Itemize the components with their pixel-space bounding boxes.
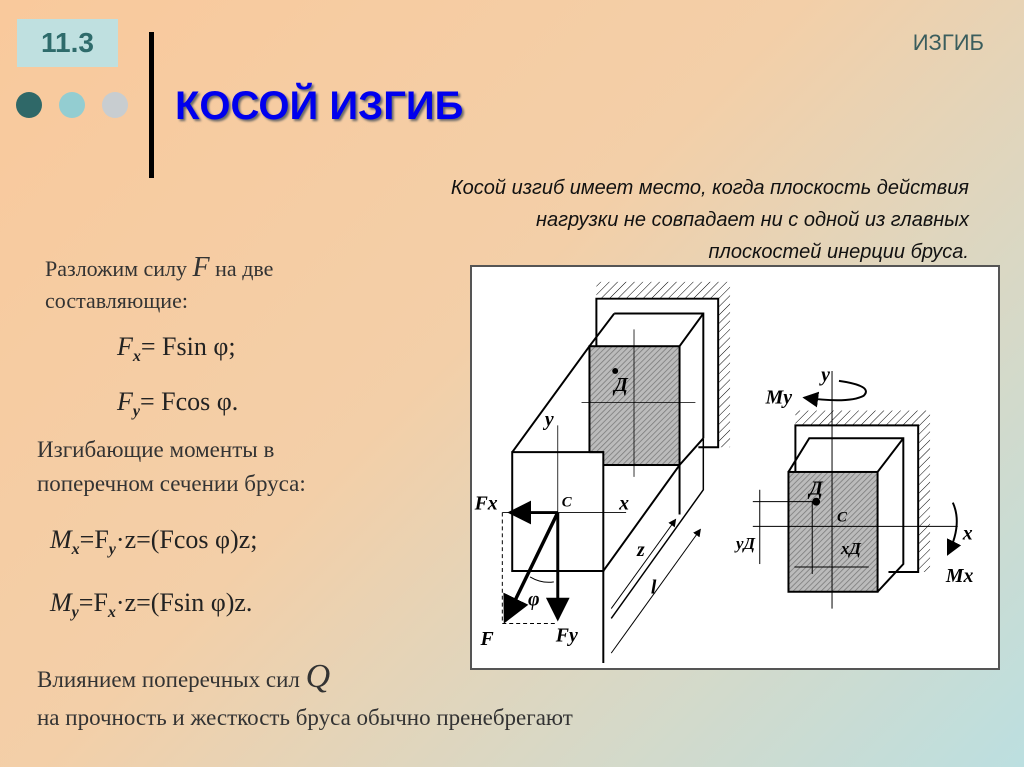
label-fx: Fx xyxy=(474,492,498,515)
oblique-bending-diagram xyxy=(470,265,1000,670)
label-f: F xyxy=(480,628,494,651)
shear-force-symbol: Q xyxy=(305,658,331,695)
text: на прочность и жесткость бруса обычно пренебрегают xyxy=(37,705,573,730)
label-x: x xyxy=(962,522,973,545)
label-z: z xyxy=(636,539,645,562)
text: составляющие: xyxy=(45,288,188,313)
symbol: F xyxy=(117,332,133,361)
moments-text xyxy=(37,433,306,501)
label-c: C xyxy=(836,509,847,526)
symbol: F xyxy=(117,387,133,416)
decorative-dot-teal xyxy=(59,92,85,118)
text: Изгибающие моменты в xyxy=(37,437,275,462)
force-symbol: F xyxy=(192,252,210,283)
label-y: y xyxy=(821,363,830,386)
expr: = Fsin φ; xyxy=(140,332,236,361)
symbol: M xyxy=(50,588,72,617)
label-my: My xyxy=(765,386,793,409)
section-number-badge: 11.3 xyxy=(17,19,118,67)
text: поперечном сечении бруса: xyxy=(37,471,306,496)
label-mx: Mx xyxy=(945,564,974,587)
text: Разложим силу xyxy=(45,256,188,281)
diagram-svg xyxy=(472,267,998,668)
divider-line xyxy=(149,32,154,178)
subscript: y xyxy=(132,403,140,421)
decompose-text xyxy=(45,252,273,317)
label-xd: xД xyxy=(840,539,861,559)
expr: ·z=(Fsin φ)z. xyxy=(115,588,253,617)
label-l: l xyxy=(650,576,657,599)
decorative-dot-grey xyxy=(102,92,128,118)
formula-mx xyxy=(50,525,257,559)
text: на две xyxy=(215,256,274,281)
symbol: M xyxy=(50,525,72,554)
definition-line: нагрузки не совпадает ни с одной из главных xyxy=(536,209,969,231)
definition-line: плоскостей инерции бруса. xyxy=(708,241,969,263)
subscript: y xyxy=(108,541,116,559)
formula-my xyxy=(50,588,252,622)
label-yd: yД xyxy=(735,534,755,554)
expr: = Fcos φ. xyxy=(140,387,239,416)
label-phi: φ xyxy=(528,588,540,611)
section-title: ИЗГИБ xyxy=(912,30,984,55)
definition-text xyxy=(269,172,969,268)
subscript: y xyxy=(71,604,79,622)
expr: =F xyxy=(79,525,109,554)
label-x: x xyxy=(619,492,630,515)
slide-title: КОСОЙ ИЗГИБ xyxy=(175,84,464,128)
label-fy: Fy xyxy=(555,624,578,647)
subscript: x xyxy=(71,541,80,559)
formula-fy xyxy=(117,387,238,421)
subscript: x xyxy=(107,604,116,622)
label-c: C xyxy=(561,494,572,511)
label-d: Д xyxy=(614,373,628,396)
definition-line: Косой изгиб имеет место, когда плоскость действия xyxy=(450,177,969,199)
decorative-dot-dark xyxy=(16,92,42,118)
label-y: y xyxy=(544,408,554,431)
expr: =F xyxy=(78,588,108,617)
label-d: Д xyxy=(809,477,823,500)
formula-fx xyxy=(117,332,236,366)
subscript: x xyxy=(132,348,141,366)
expr: ·z=(Fcos φ)z; xyxy=(115,525,258,554)
text: Влиянием поперечных сил xyxy=(37,667,300,692)
